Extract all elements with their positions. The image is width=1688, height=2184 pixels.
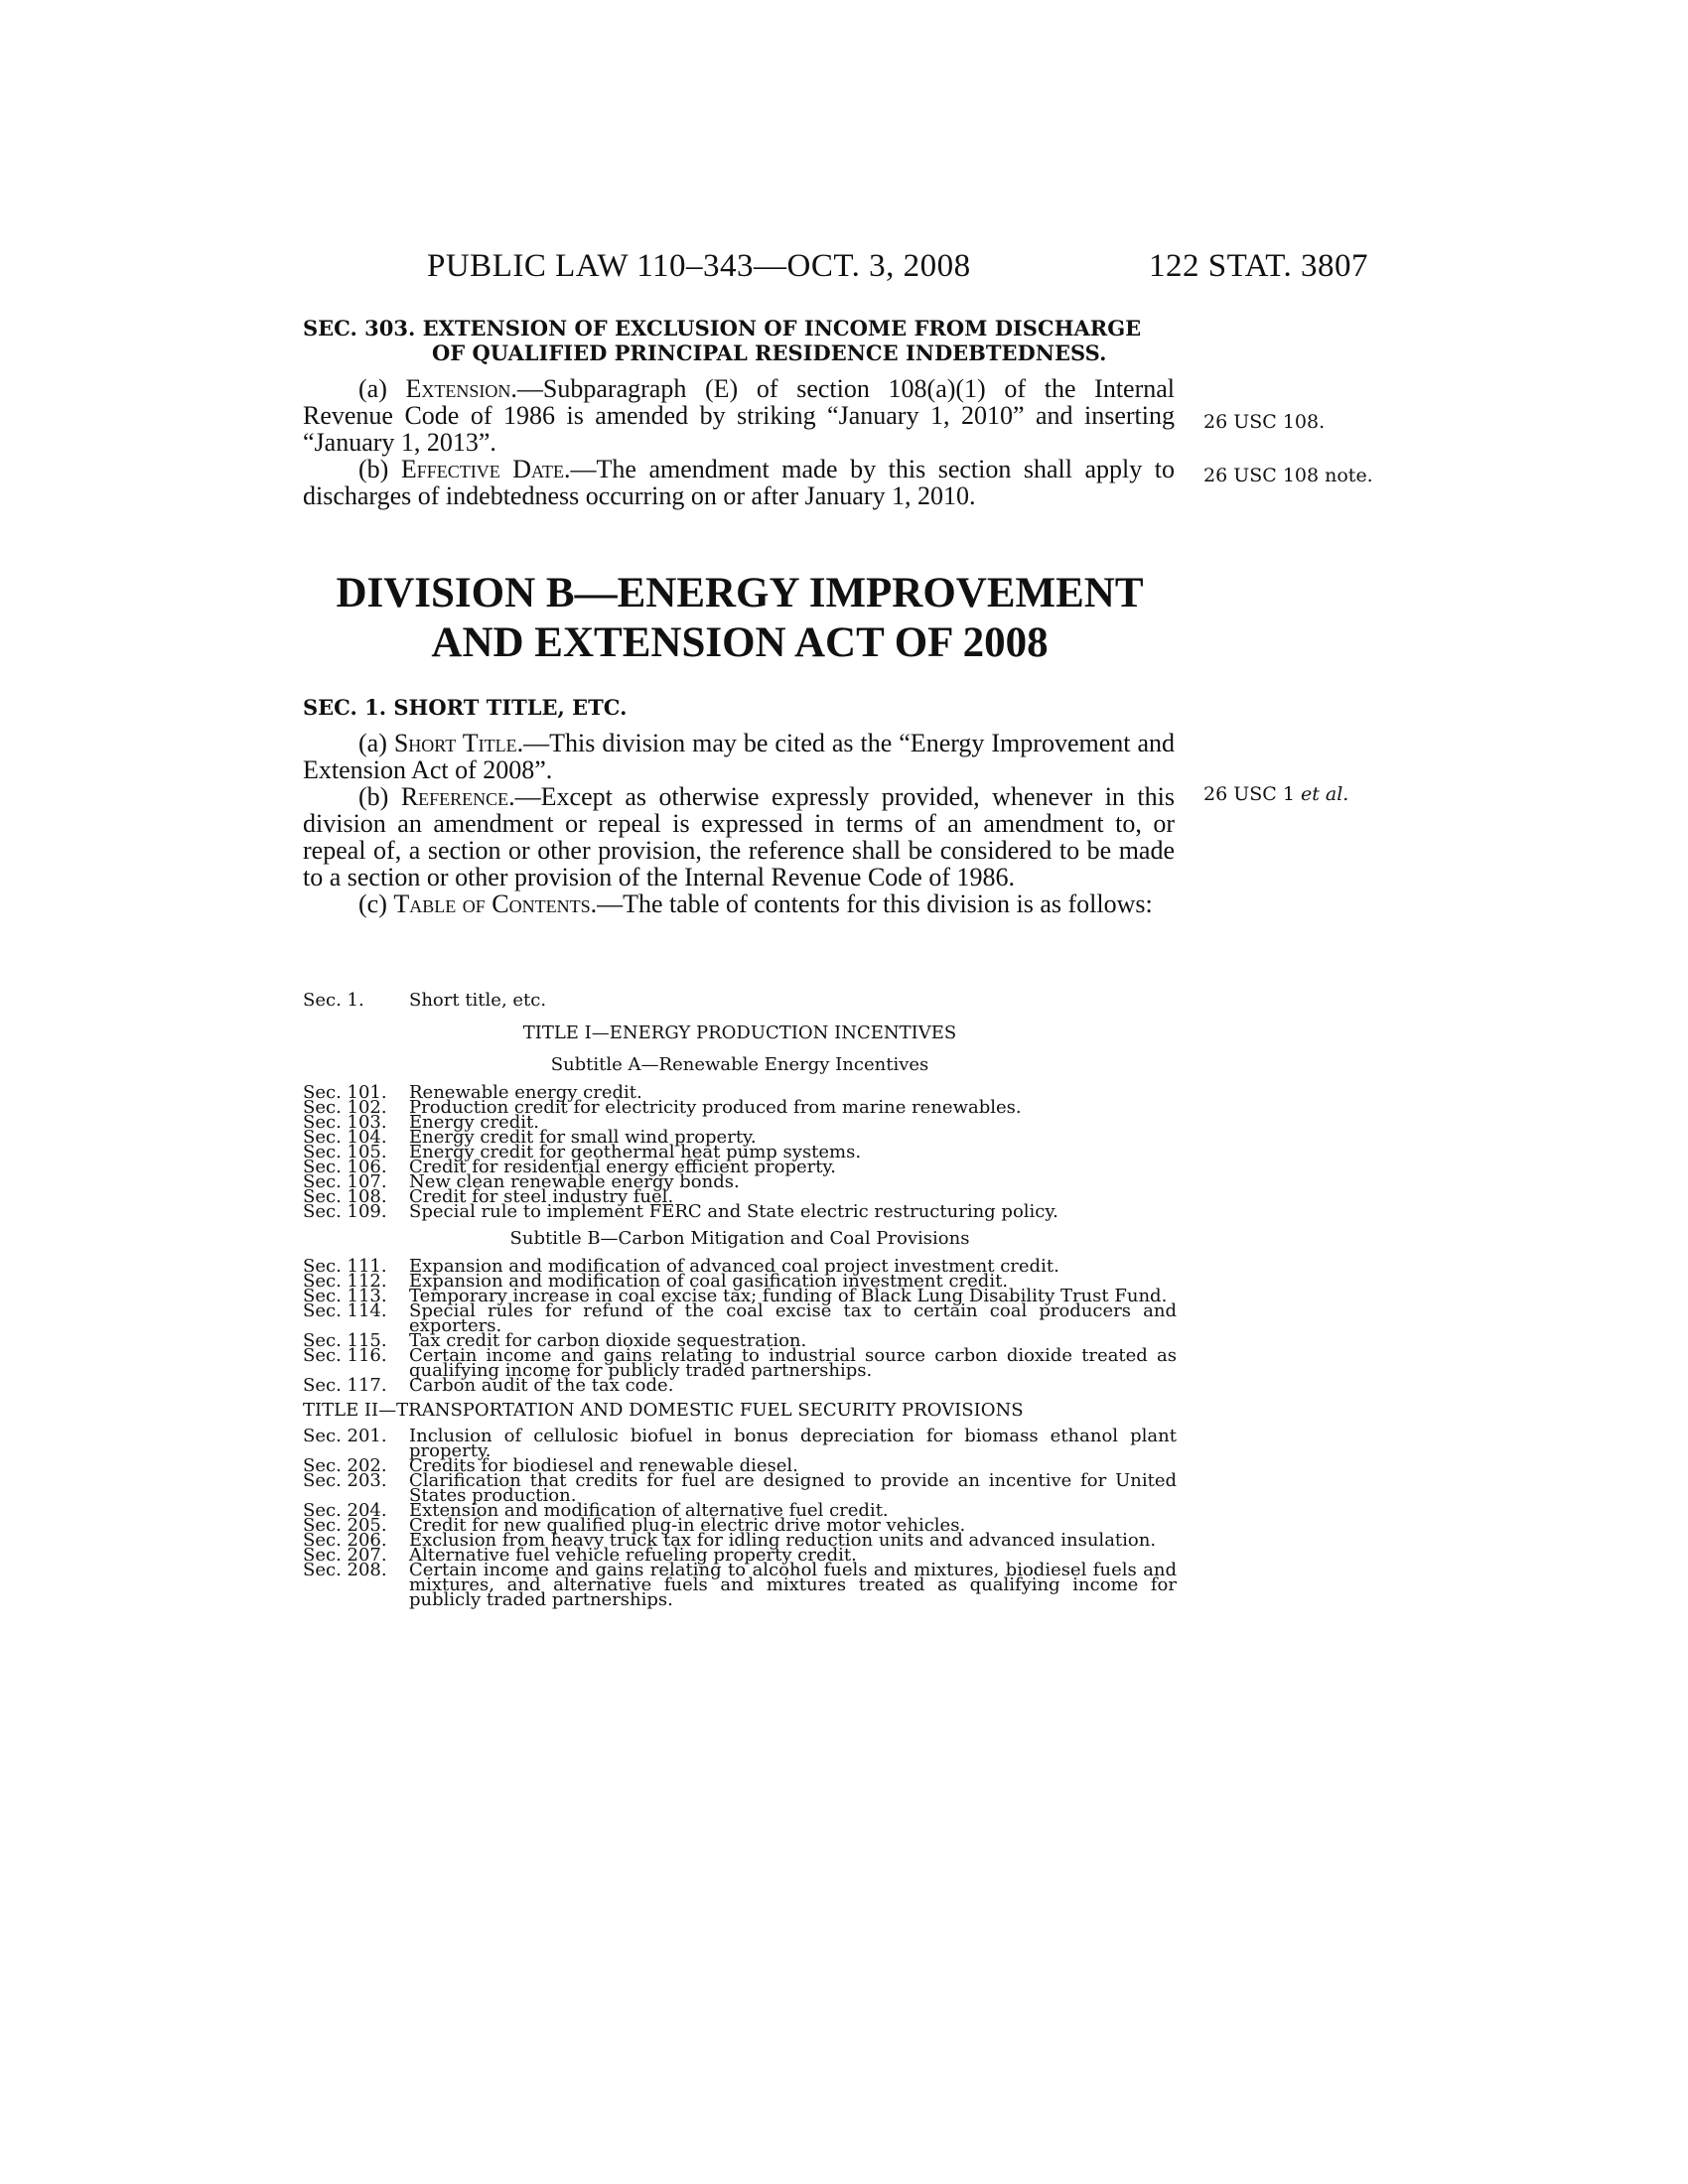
subsection-label: (a)	[358, 729, 394, 757]
section-303-heading-line1: SEC. 303. EXTENSION OF EXCLUSION OF INCOME FROM DISCHARGE	[303, 316, 1142, 341]
toc-entry	[303, 1470, 1177, 1506]
toc-entry-text: Expansion and modification of coal gasification investment credit.	[409, 1271, 1009, 1292]
toc-entry-number: Sec. 102.	[303, 1097, 387, 1118]
toc-entry-text: Exclusion from heavy truck tax for idling reduction units and advanced insulation.	[409, 1530, 1157, 1551]
toc-entry-text: Energy credit for small wind property.	[409, 1127, 757, 1148]
subsection-label: (a)	[358, 374, 406, 403]
section-1-subsection-c	[303, 890, 1175, 917]
toc-subtitle-b-list	[303, 1256, 1177, 1396]
toc-entry-number: Sec. 106.	[303, 1157, 387, 1177]
toc-entry-number: Sec. 101.	[303, 1082, 387, 1103]
section-1-heading: SEC. 1. SHORT TITLE, ETC.	[303, 695, 628, 720]
toc-entry-number: Sec. 203.	[303, 1470, 387, 1491]
toc-entry-number: Sec. 109.	[303, 1201, 387, 1222]
toc-subtitle-a-list	[303, 1082, 1177, 1222]
toc-entry	[303, 1560, 1177, 1610]
toc-entry-number: Sec. 112.	[303, 1271, 387, 1292]
toc-entry-text: Energy credit.	[409, 1112, 539, 1133]
toc-subtitle-a: Subtitle A—Renewable Energy Incentives	[550, 1054, 929, 1075]
toc-entry-text: Renewable energy credit.	[409, 1082, 642, 1103]
section-1	[303, 695, 1175, 917]
section-1-subsection-b	[303, 783, 1175, 890]
toc-entry-text: Credits for biodiesel and renewable diesel.	[409, 1455, 798, 1476]
toc-entry-text: Certain income and gains relating to industrial source carbon dioxide treated as qualifying income for publicly traded partnerships.	[409, 1345, 1177, 1381]
toc-entry-number: Sec. 105.	[303, 1142, 387, 1162]
division-heading-line2: AND EXTENSION ACT OF 2008	[431, 619, 1049, 666]
toc-entry-number: Sec. 205.	[303, 1515, 387, 1536]
section-303-subsection-a	[303, 375, 1175, 456]
toc-entry-text: Carbon audit of the tax code.	[409, 1375, 674, 1396]
subsection-text: .—Subparagraph (E) of section 108(a)(1) of the Internal Revenue Code of 1986 is amended by striking “January 1, 2010” and inserting “January 1, 2013”.	[303, 374, 1176, 457]
toc-entry-text: Credit for steel industry fuel.	[409, 1186, 674, 1207]
toc-entry-text: Credit for new qualified plug-in electric drive motor vehicles.	[409, 1515, 966, 1536]
section-1-subsection-a	[303, 730, 1175, 783]
subsection-caption: Table of Contents	[393, 889, 591, 918]
toc-entry-number: Sec. 108.	[303, 1186, 387, 1207]
toc-entry-number: Sec. 104.	[303, 1127, 387, 1148]
toc-entry-text: Energy credit for geothermal heat pump systems.	[409, 1142, 862, 1162]
toc-entry-text: Tax credit for carbon dioxide sequestration.	[409, 1330, 807, 1351]
toc-entry-text: Certain income and gains relating to alcohol fuels and mixtures, biodiesel fuels and mixtures, and alternative fuels and mixtures treated as qualifying income for publicly traded partnerships.	[409, 1560, 1177, 1610]
subsection-caption: Reference	[400, 782, 509, 811]
toc-entry-text: Special rule to implement FERC and State electric restructuring policy.	[409, 1201, 1058, 1222]
section-303	[303, 316, 1175, 509]
toc-entry	[303, 1426, 1177, 1461]
toc-entry-number: Sec. 103.	[303, 1112, 387, 1133]
toc-entry-number: Sec. 117.	[303, 1375, 387, 1396]
toc-entry-number: Sec. 204.	[303, 1500, 387, 1521]
toc-entry-text: New clean renewable energy bonds.	[409, 1171, 740, 1192]
toc-subtitle-b: Subtitle B—Carbon Mitigation and Coal Provisions	[509, 1228, 970, 1249]
subsection-caption: Short Title	[393, 729, 517, 757]
toc-entry	[303, 1345, 1177, 1381]
subsection-text: .—This division may be cited as the “Energy Improvement and Extension Act of 2008”.	[303, 729, 1175, 784]
toc-entry	[303, 990, 1177, 1011]
toc-entry-number: Sec. 201.	[303, 1426, 387, 1446]
toc-entry-number: Sec. 111.	[303, 1256, 387, 1277]
toc-entry-text: Inclusion of cellulosic biofuel in bonus depreciation for biomass ethanol plant property.	[409, 1426, 1177, 1461]
division-heading-line1: DIVISION B—ENERGY IMPROVEMENT	[336, 570, 1144, 616]
toc-title-1: TITLE I—ENERGY PRODUCTION INCENTIVES	[522, 1023, 957, 1043]
toc-entry	[303, 1201, 1177, 1222]
toc-entry-text: Clarification that credits for fuel are designed to provide an incentive for United States production.	[409, 1470, 1177, 1506]
subsection-caption: Effective Date	[400, 455, 565, 483]
subsection-caption: Extension	[405, 374, 511, 403]
toc-entry-text: Special rules for refund of the coal excise tax to certain coal producers and exporters.	[409, 1300, 1177, 1336]
subsection-label: (b)	[358, 782, 401, 811]
subsection-text: .—The amendment made by this section shall apply to discharges of indebtedness occurring on or after January 1, 2010.	[303, 455, 1175, 510]
toc-title-2: TITLE II—TRANSPORTATION AND DOMESTIC FUEL SECURITY PROVISIONS	[303, 1400, 1024, 1421]
toc-entry-number: Sec. 114.	[303, 1300, 387, 1321]
toc-entry-text: Short title, etc.	[409, 990, 547, 1011]
toc-entry-text: Temporary increase in coal excise tax; funding of Black Lung Disability Trust Fund.	[409, 1286, 1168, 1306]
toc-entry-number: Sec. 208.	[303, 1560, 387, 1580]
division-heading	[303, 569, 1177, 668]
section-303-subsection-b	[303, 456, 1175, 509]
section-303-heading-line2: OF QUALIFIED PRINCIPAL RESIDENCE INDEBTEDNESS.	[432, 341, 1107, 365]
subsection-label: (c)	[358, 889, 394, 918]
toc-entry-number: Sec. 116.	[303, 1345, 387, 1366]
toc-entry-text: Credit for residential energy efficient property.	[409, 1157, 836, 1177]
statute-reference: 122 STAT. 3807	[1148, 248, 1368, 284]
margin-note-26-usc-108-note: 26 USC 108 note.	[1203, 465, 1373, 486]
subsection-text: .—Except as otherwise expressly provided, whenever in this division an amendment or repeal is expressed in terms of an amendment to, or repeal of, a section or other provision, the reference shall be considered to be made to a section or other provision of the Internal Revenue Code of 1986.	[303, 782, 1175, 891]
toc-entry	[303, 1375, 1177, 1396]
margin-note-26-usc-108: 26 USC 108.	[1203, 411, 1326, 433]
margin-note-26-usc-1: 26 USC 1 et al.	[1203, 783, 1349, 805]
subsection-text: .—The table of contents for this division is as follows:	[590, 889, 1153, 918]
toc-entry-text: Extension and modification of alternative fuel credit.	[409, 1500, 889, 1521]
toc-entry-number: Sec. 107.	[303, 1171, 387, 1192]
toc-entry-text: Production credit for electricity produced from marine renewables.	[409, 1097, 1022, 1118]
toc-entry-number: Sec. 202.	[303, 1455, 387, 1476]
toc-entry-text: Alternative fuel vehicle refueling property credit.	[409, 1545, 857, 1566]
toc-entry-text: Expansion and modification of advanced coal project investment credit.	[409, 1256, 1059, 1277]
table-of-contents	[303, 990, 1177, 1610]
toc-entry	[303, 1300, 1177, 1336]
toc-title-2-list	[303, 1426, 1177, 1610]
toc-entry-number: Sec. 207.	[303, 1545, 387, 1566]
toc-entry-number: Sec. 1.	[303, 990, 364, 1011]
toc-entry-number: Sec. 113.	[303, 1286, 387, 1306]
running-head: PUBLIC LAW 110–343—OCT. 3, 2008	[427, 248, 971, 284]
toc-entry-number: Sec. 115.	[303, 1330, 387, 1351]
subsection-label: (b)	[358, 455, 401, 483]
toc-entry-number: Sec. 206.	[303, 1530, 387, 1551]
section-303-heading	[303, 316, 1175, 365]
